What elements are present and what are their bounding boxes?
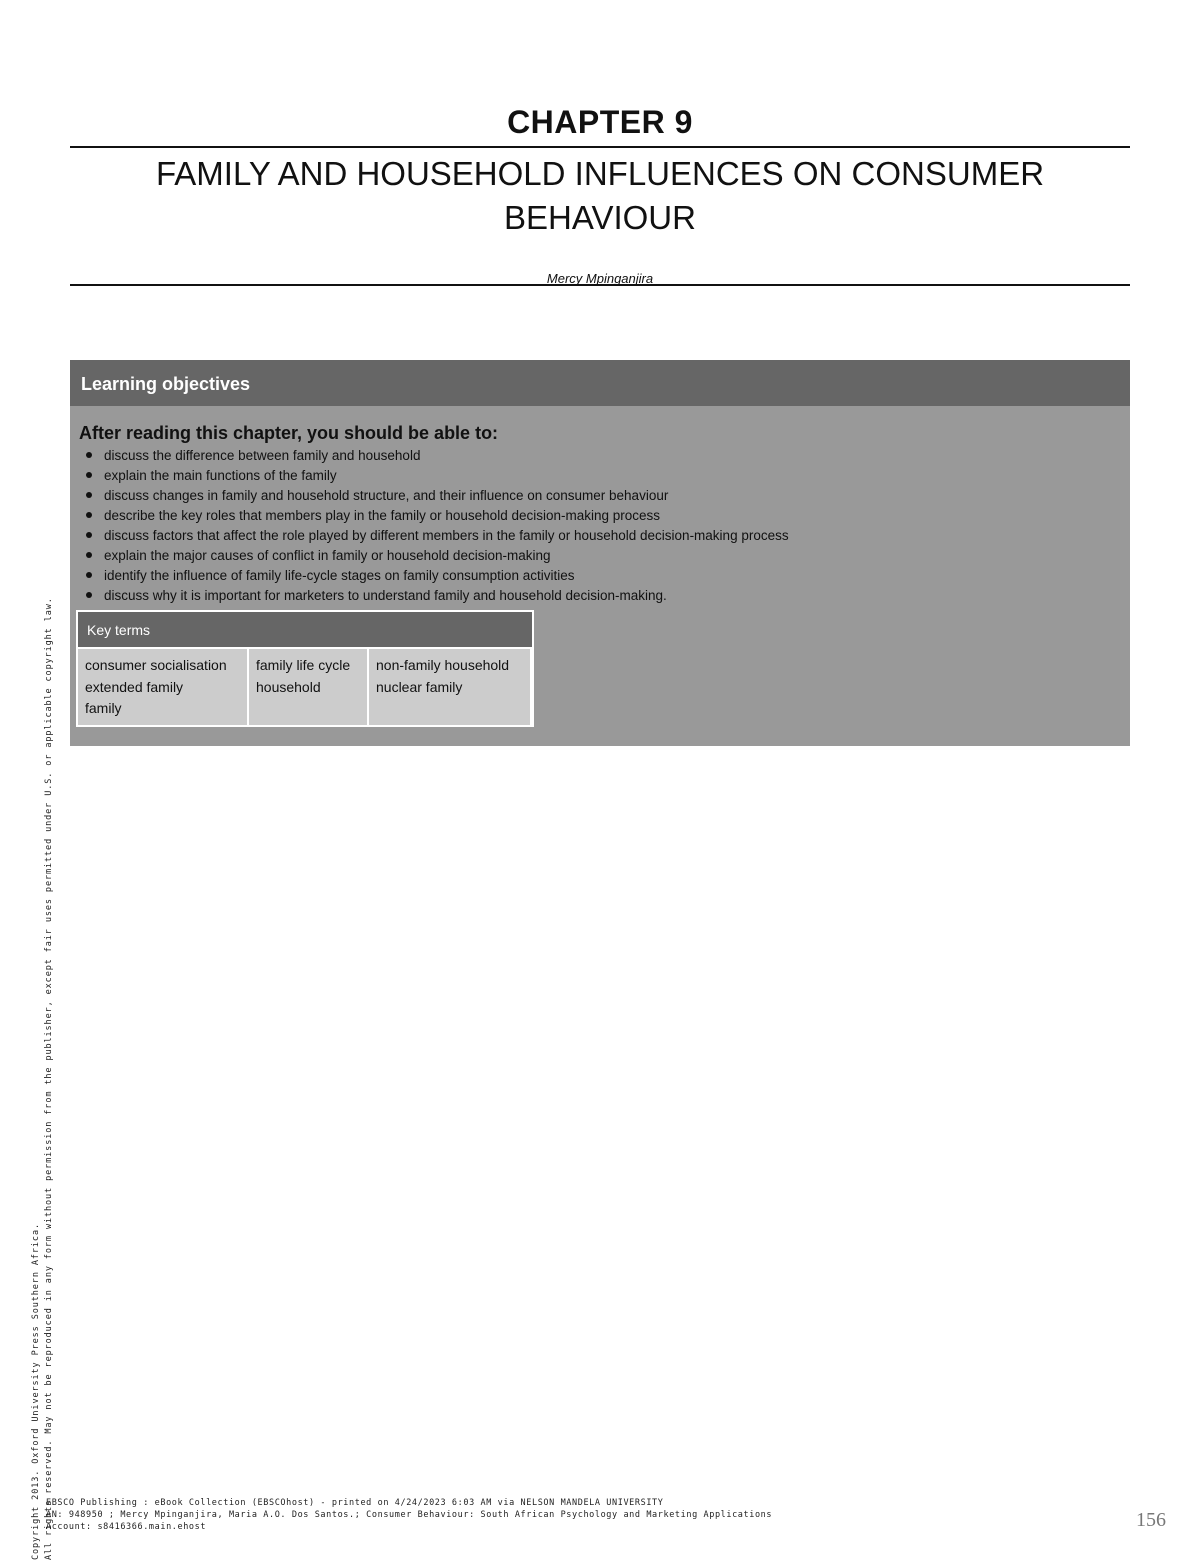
objectives-list xyxy=(86,446,789,606)
objective-item xyxy=(86,466,789,486)
copyright-line: All rights reserved. May not be reproduced in any form without permission from the publisher, except fair uses permitted under U.S. or applicable copyright law. xyxy=(44,597,54,1560)
key-term: non-family household xyxy=(376,657,510,673)
title-rule-bottom xyxy=(70,284,1130,286)
chapter-author: Mercy Mpinganjira xyxy=(546,271,654,286)
key-terms-column xyxy=(249,649,367,725)
copyright-notice xyxy=(30,597,56,1560)
objective-item xyxy=(86,526,789,546)
objective-text: explain the main functions of the family xyxy=(104,468,337,483)
objective-text: describe the key roles that members play in the family or household decision-making process xyxy=(104,508,661,523)
title-rule-top xyxy=(70,146,1130,148)
page-number: 156 xyxy=(1136,1509,1166,1531)
footer-line: EBSCO Publishing : eBook Collection (EBSCOhost) - printed on 4/24/2023 6:03 AM via NELSON MANDELA UNIVERSITY xyxy=(46,1498,664,1508)
bullet-icon xyxy=(86,452,92,458)
key-terms-column xyxy=(78,649,247,725)
key-terms-table xyxy=(76,610,534,727)
key-term: nuclear family xyxy=(376,678,463,695)
key-term: household xyxy=(256,678,321,695)
key-term: consumer socialisation xyxy=(85,657,227,673)
objective-item xyxy=(86,566,789,586)
chapter-title: FAMILY AND HOUSEHOLD INFLUENCES ON CONSUMER BEHAVIOUR xyxy=(155,155,1045,236)
key-terms-row xyxy=(78,649,532,725)
objectives-intro: After reading this chapter, you should be able to: xyxy=(79,423,499,443)
objective-text: discuss the difference between family and household xyxy=(104,448,421,463)
chapter-label: CHAPTER 9 xyxy=(507,104,693,140)
footer-line: Account: s8416366.main.ehost xyxy=(46,1522,207,1532)
objective-item xyxy=(86,446,789,466)
key-term: family xyxy=(85,700,122,716)
print-footer xyxy=(46,1497,772,1533)
key-term: family life cycle xyxy=(256,657,351,673)
key-term: extended family xyxy=(85,678,184,695)
objective-text: discuss changes in family and household structure, and their influence on consumer behaviour xyxy=(104,488,669,503)
footer-line: AN: 948950 ; Mercy Mpinganjira, Maria A.O. Dos Santos.; Consumer Behaviour: South African Psychology and Marketing Applications xyxy=(46,1510,773,1520)
objective-item xyxy=(86,586,789,606)
objective-item xyxy=(86,506,789,526)
bullet-icon xyxy=(86,512,92,518)
learning-objectives-heading: Learning objectives xyxy=(70,360,1130,406)
objective-text: discuss why it is important for marketers to understand family and household decision-making. xyxy=(104,588,667,603)
bullet-icon xyxy=(86,532,92,538)
key-terms-heading: Key terms xyxy=(78,612,532,647)
bullet-icon xyxy=(86,472,92,478)
objective-text: explain the major causes of conflict in family or household decision-making xyxy=(104,548,551,563)
bullet-icon xyxy=(86,592,92,598)
objective-item xyxy=(86,546,789,566)
bullet-icon xyxy=(86,572,92,578)
copyright-line: Copyright 2013. Oxford University Press Southern Africa. xyxy=(31,1223,41,1560)
objective-item xyxy=(86,486,789,506)
bullet-icon xyxy=(86,552,92,558)
objective-text: identify the influence of family life-cycle stages on family consumption activities xyxy=(104,568,575,583)
key-terms-column xyxy=(369,649,530,725)
learning-objectives-box xyxy=(70,360,1130,746)
objective-text: discuss factors that affect the role played by different members in the family or household decision-making process xyxy=(104,528,789,543)
bullet-icon xyxy=(86,492,92,498)
